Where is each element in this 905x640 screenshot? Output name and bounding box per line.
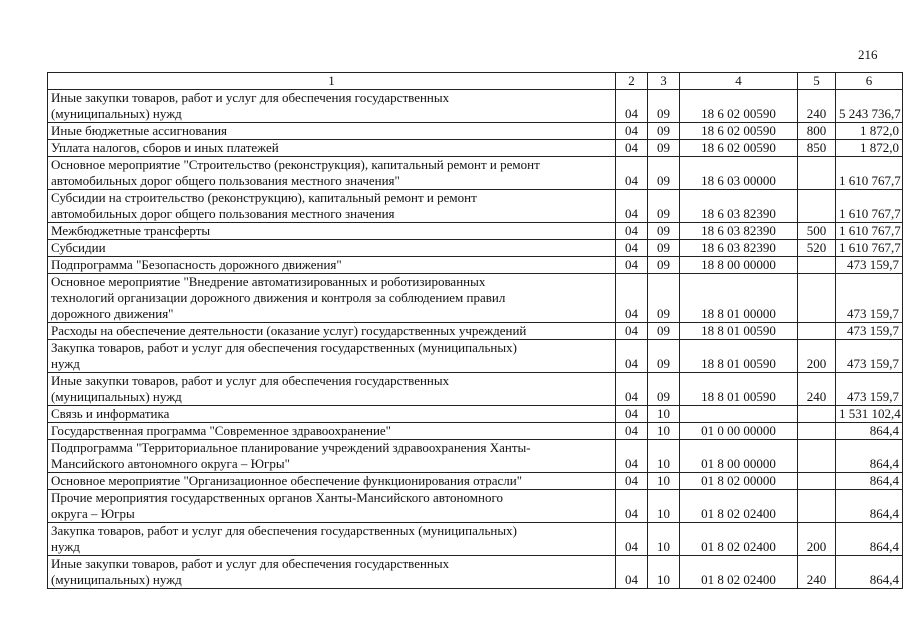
- row-expense-type-cell: [798, 490, 836, 523]
- row-subsection-cell: 09: [648, 140, 680, 157]
- row-expense-type-cell: [798, 423, 836, 440]
- row-name-cell: Расходы на обеспечение деятельности (оказание услуг) государственных учреждений: [48, 323, 616, 340]
- row-name-cell: Основное мероприятие "Организационное обеспечение функционирования отрасли": [48, 473, 616, 490]
- row-amount-cell: 1 531 102,4: [836, 406, 903, 423]
- row-amount-cell: 5 243 736,7: [836, 90, 903, 123]
- row-section-cell: 04: [616, 440, 648, 473]
- table-body: [48, 73, 903, 589]
- row-amount-cell: 1 872,0: [836, 140, 903, 157]
- row-name-cell: Иные закупки товаров, работ и услуг для обеспечения государственных (муниципальных) нужд: [48, 556, 616, 589]
- table-row: [48, 240, 903, 257]
- row-target-article-cell: 18 8 00 00000: [680, 257, 798, 274]
- row-expense-type-cell: 200: [798, 523, 836, 556]
- row-target-article-cell: 18 8 01 00590: [680, 373, 798, 406]
- row-target-article-cell: 18 6 03 82390: [680, 190, 798, 223]
- row-amount-cell: 473 159,7: [836, 340, 903, 373]
- row-subsection-cell: 10: [648, 473, 680, 490]
- row-section-cell: 04: [616, 157, 648, 190]
- column-header-1: 1: [48, 73, 616, 90]
- row-expense-type-cell: 850: [798, 140, 836, 157]
- row-expense-type-cell: [798, 406, 836, 423]
- row-name-cell: Субсидии на строительство (реконструкцию), капитальный ремонт и ремонт автомобильных дорог общего пользования местного значения: [48, 190, 616, 223]
- row-amount-cell: 473 159,7: [836, 373, 903, 406]
- row-expense-type-cell: 500: [798, 223, 836, 240]
- table-row: [48, 323, 903, 340]
- row-name-cell: Прочие мероприятия государственных органов Ханты-Мансийского автономного округа – Югры: [48, 490, 616, 523]
- row-subsection-cell: 09: [648, 274, 680, 323]
- row-section-cell: 04: [616, 423, 648, 440]
- row-amount-cell: 1 610 767,7: [836, 240, 903, 257]
- row-target-article-cell: 01 8 02 02400: [680, 556, 798, 589]
- table-row: [48, 490, 903, 523]
- row-name-cell: Подпрограмма "Безопасность дорожного движения": [48, 257, 616, 274]
- row-section-cell: 04: [616, 240, 648, 257]
- row-amount-cell: 1 610 767,7: [836, 157, 903, 190]
- row-subsection-cell: 10: [648, 523, 680, 556]
- row-section-cell: 04: [616, 123, 648, 140]
- row-section-cell: 04: [616, 523, 648, 556]
- row-target-article-cell: 18 6 03 82390: [680, 240, 798, 257]
- row-section-cell: 04: [616, 323, 648, 340]
- row-subsection-cell: 09: [648, 190, 680, 223]
- table-row: [48, 123, 903, 140]
- row-name-cell: Основное мероприятие "Строительство (реконструкция), капитальный ремонт и ремонт автомобильных дорог общего пользования местного значения": [48, 157, 616, 190]
- row-target-article-cell: 18 8 01 00590: [680, 323, 798, 340]
- table-row: [48, 406, 903, 423]
- row-target-article-cell: 18 6 02 00590: [680, 90, 798, 123]
- row-amount-cell: 1 610 767,7: [836, 190, 903, 223]
- row-expense-type-cell: 200: [798, 340, 836, 373]
- row-subsection-cell: 09: [648, 340, 680, 373]
- row-expense-type-cell: [798, 274, 836, 323]
- table-row: [48, 223, 903, 240]
- row-name-cell: Иные бюджетные ассигнования: [48, 123, 616, 140]
- row-amount-cell: 1 872,0: [836, 123, 903, 140]
- column-header-3: 3: [648, 73, 680, 90]
- row-section-cell: 04: [616, 473, 648, 490]
- table-row: [48, 340, 903, 373]
- table-row: [48, 523, 903, 556]
- page-number: 216: [858, 47, 878, 62]
- row-expense-type-cell: [798, 323, 836, 340]
- row-amount-cell: 864,4: [836, 440, 903, 473]
- row-subsection-cell: 09: [648, 223, 680, 240]
- row-subsection-cell: 10: [648, 440, 680, 473]
- row-section-cell: 04: [616, 274, 648, 323]
- table-row: [48, 373, 903, 406]
- table-row: [48, 90, 903, 123]
- budget-table: [47, 72, 903, 589]
- row-amount-cell: 473 159,7: [836, 274, 903, 323]
- table-row: [48, 257, 903, 274]
- table-row: [48, 140, 903, 157]
- table-row: [48, 556, 903, 589]
- row-expense-type-cell: [798, 473, 836, 490]
- row-name-cell: Государственная программа "Современное здравоохранение": [48, 423, 616, 440]
- table-row: [48, 190, 903, 223]
- row-subsection-cell: 10: [648, 406, 680, 423]
- row-amount-cell: 864,4: [836, 523, 903, 556]
- row-section-cell: 04: [616, 257, 648, 274]
- row-target-article-cell: 01 8 02 00000: [680, 473, 798, 490]
- row-expense-type-cell: 240: [798, 556, 836, 589]
- row-target-article-cell: 18 8 01 00590: [680, 340, 798, 373]
- row-target-article-cell: 18 6 02 00590: [680, 123, 798, 140]
- column-header-4: 4: [680, 73, 798, 90]
- row-subsection-cell: 09: [648, 257, 680, 274]
- row-expense-type-cell: 240: [798, 90, 836, 123]
- column-header-2: 2: [616, 73, 648, 90]
- row-name-cell: Субсидии: [48, 240, 616, 257]
- row-name-cell: Подпрограмма "Территориальное планирование учреждений здравоохранения Ханты- Мансийского автономного округа – Югры": [48, 440, 616, 473]
- column-header-6: 6: [836, 73, 903, 90]
- row-section-cell: 04: [616, 556, 648, 589]
- row-subsection-cell: 09: [648, 373, 680, 406]
- table-row: [48, 274, 903, 323]
- row-amount-cell: 473 159,7: [836, 257, 903, 274]
- row-target-article-cell: 01 8 02 02400: [680, 523, 798, 556]
- table-header-row: [48, 73, 903, 90]
- row-name-cell: Основное мероприятие "Внедрение автоматизированных и роботизированных технологий организации дорожного движения и контроля за соблюдением правил дорожного движения": [48, 274, 616, 323]
- row-name-cell: Уплата налогов, сборов и иных платежей: [48, 140, 616, 157]
- row-name-cell: Закупка товаров, работ и услуг для обеспечения государственных (муниципальных) нужд: [48, 523, 616, 556]
- row-subsection-cell: 09: [648, 240, 680, 257]
- row-subsection-cell: 09: [648, 90, 680, 123]
- row-subsection-cell: 09: [648, 123, 680, 140]
- row-target-article-cell: 18 8 01 00000: [680, 274, 798, 323]
- row-target-article-cell: 01 0 00 00000: [680, 423, 798, 440]
- row-subsection-cell: 09: [648, 323, 680, 340]
- row-subsection-cell: 10: [648, 556, 680, 589]
- row-expense-type-cell: 800: [798, 123, 836, 140]
- row-section-cell: 04: [616, 223, 648, 240]
- row-subsection-cell: 10: [648, 423, 680, 440]
- row-subsection-cell: 10: [648, 490, 680, 523]
- row-name-cell: Связь и информатика: [48, 406, 616, 423]
- row-expense-type-cell: 240: [798, 373, 836, 406]
- table-row: [48, 440, 903, 473]
- row-section-cell: 04: [616, 373, 648, 406]
- row-name-cell: Иные закупки товаров, работ и услуг для обеспечения государственных (муниципальных) нужд: [48, 90, 616, 123]
- row-section-cell: 04: [616, 140, 648, 157]
- row-amount-cell: 864,4: [836, 423, 903, 440]
- row-section-cell: 04: [616, 406, 648, 423]
- row-target-article-cell: [680, 406, 798, 423]
- column-header-5: 5: [798, 73, 836, 90]
- row-target-article-cell: 18 6 02 00590: [680, 140, 798, 157]
- row-name-cell: Закупка товаров, работ и услуг для обеспечения государственных (муниципальных) нужд: [48, 340, 616, 373]
- row-subsection-cell: 09: [648, 157, 680, 190]
- row-expense-type-cell: [798, 440, 836, 473]
- row-expense-type-cell: [798, 257, 836, 274]
- row-amount-cell: 864,4: [836, 473, 903, 490]
- row-section-cell: 04: [616, 490, 648, 523]
- row-target-article-cell: 18 6 03 00000: [680, 157, 798, 190]
- row-amount-cell: 473 159,7: [836, 323, 903, 340]
- row-expense-type-cell: 520: [798, 240, 836, 257]
- row-section-cell: 04: [616, 90, 648, 123]
- table-row: [48, 473, 903, 490]
- row-target-article-cell: 18 6 03 82390: [680, 223, 798, 240]
- row-amount-cell: 1 610 767,7: [836, 223, 903, 240]
- row-section-cell: 04: [616, 340, 648, 373]
- row-section-cell: 04: [616, 190, 648, 223]
- row-name-cell: Межбюджетные трансферты: [48, 223, 616, 240]
- row-name-cell: Иные закупки товаров, работ и услуг для обеспечения государственных (муниципальных) нужд: [48, 373, 616, 406]
- row-amount-cell: 864,4: [836, 490, 903, 523]
- row-target-article-cell: 01 8 02 02400: [680, 490, 798, 523]
- table-row: [48, 157, 903, 190]
- table-row: [48, 423, 903, 440]
- row-expense-type-cell: [798, 190, 836, 223]
- row-target-article-cell: 01 8 00 00000: [680, 440, 798, 473]
- row-amount-cell: 864,4: [836, 556, 903, 589]
- row-expense-type-cell: [798, 157, 836, 190]
